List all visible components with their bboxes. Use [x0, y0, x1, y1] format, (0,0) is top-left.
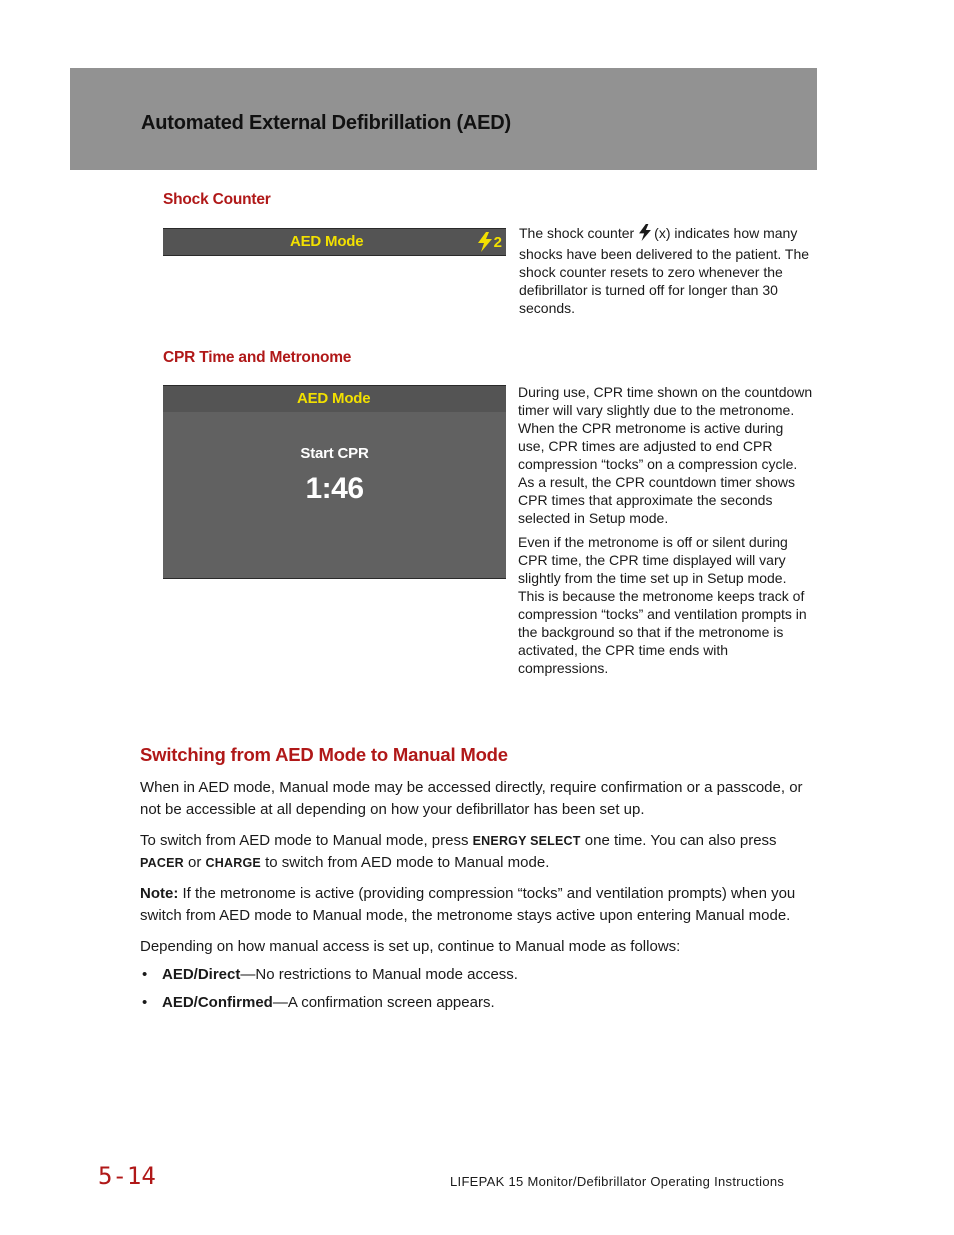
- cpr-paragraph-1: During use, CPR time shown on the countdown timer will vary slightly due to the metronome. When the CPR metronome is active during use, CPR times are adjusted to end CPR compression “tocks” on a compression cycle. As a result, the CPR countdown timer shows CPR times that approximate the seconds selected in Setup mode.: [518, 384, 813, 526]
- shock-counter-description: [519, 224, 811, 323]
- shock-desc-start: The shock counter: [519, 225, 635, 241]
- cpr-paragraph-2: Even if the metronome is off or silent during CPR time, the CPR time displayed will vary slightly from the time set up in Setup mode. This is because the metronome keeps track of compression “tocks” and ventilation prompts in the background so that if the metronome is activated, the CPR time ends with compressions.: [518, 534, 807, 676]
- p2-text-a: To switch from AED mode to Manual mode, press: [140, 832, 473, 849]
- shock-desc-rest: (x) indicates how many shocks have been delivered to the patient. The shock counter resets to zero whenever the defibrillator is turned off for longer than 30 seconds.: [519, 225, 810, 316]
- start-cpr-prompt: Start CPR: [300, 445, 369, 462]
- note-text: If the metronome is active (providing compression “tocks” and ventilation prompts) when you switch from AED mode to Manual mode, the metronome stays active upon entering Manual mode.: [140, 885, 796, 924]
- switching-section-heading: Switching from AED Mode to Manual Mode: [140, 744, 508, 765]
- bullet-text: —A confirmation screen appears.: [272, 994, 495, 1011]
- p2-text-c: or: [183, 854, 206, 871]
- shock-indicator: [477, 232, 502, 252]
- bullet-term: AED/Confirmed: [162, 994, 273, 1011]
- shock-lightning-icon: [477, 232, 493, 252]
- page-number: 5-14: [98, 1162, 156, 1190]
- cpr-countdown-timer: 1:46: [305, 472, 364, 505]
- switching-paragraph-2: [140, 830, 820, 874]
- shock-count: 2: [493, 233, 502, 251]
- switching-paragraph-4: Depending on how manual access is set up, continue to Manual mode as follows:: [140, 938, 681, 955]
- bullet-term: AED/Direct: [162, 966, 241, 983]
- cpr-screen-panel: [163, 412, 506, 579]
- switching-paragraph-1: When in AED mode, Manual mode may be accessed directly, require confirmation or a passcode, or not be accessible at all depending on how your defibrillator has been set up.: [140, 779, 803, 818]
- charge-key: CHARGE: [205, 856, 261, 870]
- footer-doc-title: LIFEPAK 15 Monitor/Defibrillator Operating Instructions: [450, 1174, 785, 1189]
- note-label: Note:: [140, 885, 179, 902]
- cpr-time-heading: CPR Time and Metronome: [163, 349, 352, 366]
- bullet: •: [142, 994, 148, 1011]
- list-item: [142, 965, 518, 985]
- shock-counter-heading: Shock Counter: [163, 191, 271, 208]
- cpr-time-description: [518, 383, 813, 683]
- bullet: •: [142, 966, 148, 983]
- chapter-title: Automated External Defibrillation (AED): [141, 112, 512, 134]
- shock-lightning-inline-icon: [638, 224, 652, 241]
- aed-mode-label: AED Mode: [290, 233, 364, 250]
- p2-text-b: one time. You can also press: [580, 832, 777, 849]
- p2-text-d: to switch from AED mode to Manual mode.: [260, 854, 550, 871]
- energy-select-key: ENERGY SELECT: [472, 834, 581, 848]
- aed-mode-bar-cpr: [163, 385, 506, 413]
- aed-mode-bar-shock: [163, 228, 506, 256]
- pacer-key: PACER: [140, 856, 184, 870]
- list-item: [142, 993, 495, 1013]
- note-paragraph: [140, 883, 820, 927]
- bullet-text: —No restrictions to Manual mode access.: [240, 966, 518, 983]
- aed-mode-label: AED Mode: [297, 390, 371, 407]
